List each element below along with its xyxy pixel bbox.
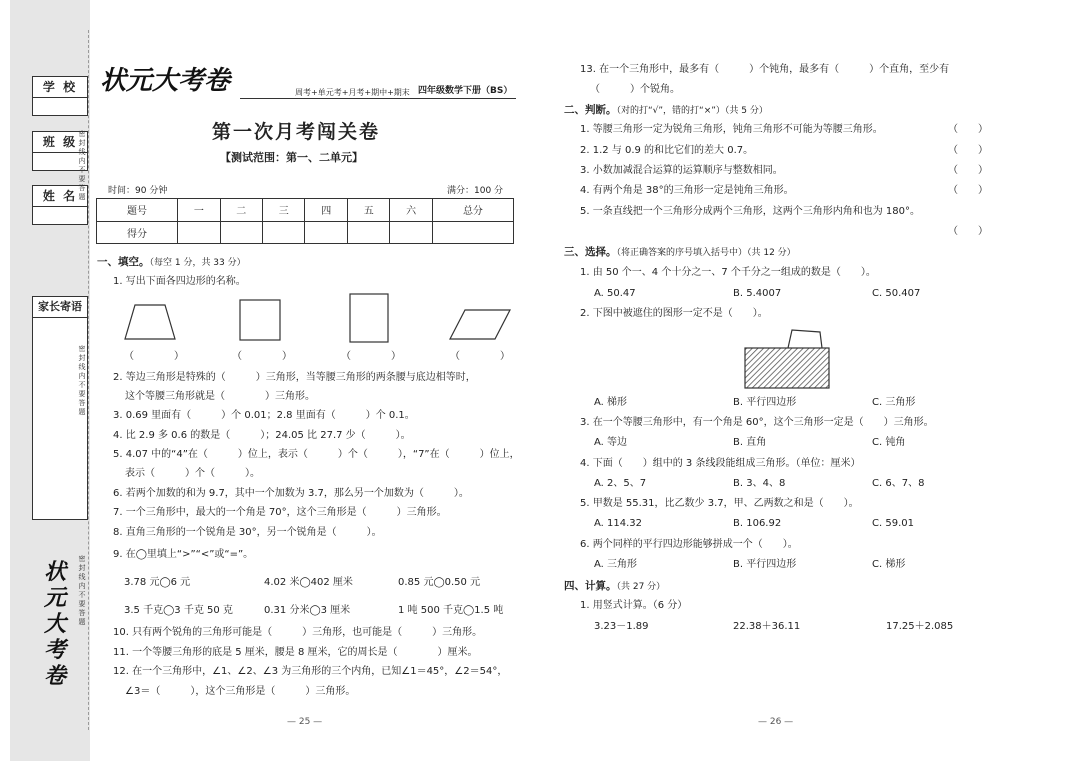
compare-item[interactable]: 0.85 元◯0.50 元 (398, 577, 481, 588)
choice-option[interactable]: B. 直角 (733, 437, 767, 448)
exam-full-score: 满分：100 分 (447, 186, 504, 196)
choice-option[interactable]: B. 平行四边形 (733, 397, 797, 408)
peeking-shape (788, 330, 822, 348)
question-5-cont: 表示（ ）个（ ）。 (125, 468, 260, 479)
judge-paren[interactable]: （ ） (948, 185, 988, 196)
table-header-cell: 总分 (432, 199, 513, 222)
class-label: 班 级 (33, 132, 87, 153)
table-header-cell: 题号 (97, 199, 178, 222)
judge-paren[interactable]: （ ） (948, 165, 988, 176)
seal-note-2: 密封线内不要答题 (78, 345, 86, 416)
score-cell[interactable] (263, 221, 305, 244)
choice-option[interactable]: B. 106.92 (733, 518, 782, 529)
section-1-note: （每空 1 分，共 33 分） (149, 258, 246, 268)
choice-option[interactable]: B. 平行四边形 (733, 559, 797, 570)
question-1: 1. 写出下面各四边形的名称。 (113, 276, 246, 287)
score-cell[interactable] (390, 221, 432, 244)
exam-scope: 【测试范围：第一、二单元】 (220, 151, 363, 164)
judge-paren[interactable]: （ ） (948, 226, 988, 237)
choice-option[interactable]: C. 钝角 (872, 437, 906, 448)
q1-blank[interactable]: （ ） (450, 351, 510, 362)
page-number-right: — 26 — (758, 717, 794, 727)
section-3-note: （将正确答案的序号填入括号中）（共 12 分） (616, 248, 796, 258)
question-13-cont: （ ）个锐角。 (590, 84, 680, 95)
header-rule (240, 98, 516, 99)
section-1-heading: 一、填空。 (97, 256, 150, 268)
question-13: 13. 在一个三角形中，最多有（ ）个钝角，最多有（ ）个直角，至少有 (580, 64, 950, 75)
compare-item[interactable]: 3.5 千克◯3 千克 50 克 (124, 605, 233, 616)
book-label: 四年级数学下册（BS） (418, 86, 513, 96)
choice-2: 2. 下图中被遮住的图形一定不是（ ）。 (580, 308, 768, 319)
question-8: 8. 直角三角形的一个锐角是 30°，另一个锐角是（ ）。 (113, 527, 382, 538)
calc-item: 3.23－1.89 (594, 621, 649, 632)
choice-option[interactable]: B. 5.4007 (733, 288, 782, 299)
choice-option[interactable]: A. 2、5、7 (594, 478, 647, 489)
compare-item[interactable]: 0.31 分米◯3 厘米 (264, 605, 351, 616)
question-10: 10. 只有两个锐角的三角形可能是（ ）三角形，也可能是（ ）三角形。 (113, 627, 483, 638)
square-shape (240, 300, 280, 340)
choice-option[interactable]: C. 三角形 (872, 397, 916, 408)
choice-3: 3. 在一个等腰三角形中，有一个角是 60°，这个三角形一定是（ ）三角形。 (580, 417, 934, 428)
question-2-cont: 这个等腰三角形就是（ ）三角形。 (125, 391, 315, 402)
table-header-cell: 一 (178, 199, 220, 222)
judge-item: 5. 一条直线把一个三角形分成两个三角形，这两个三角形内角和也为 180°。 (580, 206, 920, 217)
choice-option[interactable]: A. 50.47 (594, 288, 636, 299)
compare-item[interactable]: 3.78 元◯6 元 (124, 577, 191, 588)
question-7: 7. 一个三角形中，最大的一个角是 70°，这个三角形是（ ）三角形。 (113, 507, 447, 518)
score-row (97, 221, 514, 244)
judge-item: 2. 1.2 与 0.9 的和比它们的差大 0.7。 (580, 145, 754, 156)
seal-note-3: 密封线内不要答题 (78, 555, 86, 626)
name-label: 姓 名 (33, 186, 87, 207)
choice-4: 4. 下面（ ）组中的 3 条线段能组成三角形。（单位：厘米） (580, 458, 861, 469)
section-1 (97, 256, 246, 269)
compare-item[interactable]: 1 吨 500 千克◯1.5 吨 (398, 605, 504, 616)
exam-time: 时间：90 分钟 (108, 186, 168, 196)
section-4-heading: 四、计算。 (564, 580, 617, 592)
choice-5: 5. 甲数是 55.31，比乙数少 3.7，甲、乙两数之和是（ ）。 (580, 498, 859, 509)
score-cell[interactable] (305, 221, 347, 244)
calc-item: 17.25＋2.085 (886, 621, 954, 632)
section-4-note: （共 27 分） (616, 582, 666, 592)
judge-paren[interactable]: （ ） (948, 145, 988, 156)
calc-item: 22.38＋36.11 (733, 621, 801, 632)
question-12: 12. 在一个三角形中，∠1、∠2、∠3 为三角形的三个内角，已知∠1＝45°，∠2＝54°， (113, 666, 508, 677)
school-label: 学 校 (33, 77, 87, 98)
q1-blank[interactable]: （ ） (124, 351, 184, 362)
question-3: 3. 0.69 里面有（ ）个 0.01；2.8 里面有（ ）个 0.1。 (113, 410, 415, 421)
judge-paren[interactable]: （ ） (948, 124, 988, 135)
question-11: 11. 一个等腰三角形的底是 5 厘米，腰是 8 厘米，它的周长是（ ）厘米。 (113, 647, 478, 658)
score-cell[interactable] (347, 221, 389, 244)
choice-option[interactable]: C. 6、7、8 (872, 478, 925, 489)
choice-option[interactable]: C. 59.01 (872, 518, 914, 529)
q1-blank[interactable]: （ ） (232, 351, 292, 362)
question-6: 6. 若两个加数的和为 9.7，其中一个加数为 3.7，那么另一个加数为（ ）。 (113, 488, 469, 499)
q1-blank[interactable]: （ ） (341, 351, 401, 362)
cover-rect (745, 348, 829, 388)
page-number-left: — 25 — (287, 717, 323, 727)
tagline: 周考+单元考+月考+期中+期末 (295, 88, 410, 97)
choice-option[interactable]: A. 114.32 (594, 518, 643, 529)
question-2: 2. 等边三角形是特殊的（ ）三角形，当等腰三角形的两条腰与底边相等时， (113, 372, 476, 383)
hidden-shape-figure (740, 326, 835, 390)
table-header-cell: 四 (305, 199, 347, 222)
question-4: 4. 比 2.9 多 0.6 的数是（ ）；24.05 比 27.7 少（ ）。 (113, 430, 411, 441)
score-label: 得分 (97, 221, 178, 244)
section-3 (564, 246, 796, 259)
choice-option[interactable]: C. 50.407 (872, 288, 921, 299)
seal-note-1: 密封线内不要答题 (78, 130, 86, 201)
binding-strip (10, 0, 90, 761)
score-cell[interactable] (220, 221, 262, 244)
question-5: 5. 4.07 中的“4”在（ ）位上，表示（ ）个（ ），“7”在（ ）位上， (113, 449, 520, 460)
parallelogram-shape (450, 310, 510, 339)
choice-option[interactable]: A. 等边 (594, 437, 628, 448)
table-header-cell: 三 (263, 199, 305, 222)
section-2 (564, 104, 768, 117)
score-header-row (97, 199, 514, 222)
section-2-heading: 二、判断。 (564, 104, 617, 116)
question-9: 9. 在◯里填上“>”“<”或“=”。 (113, 549, 254, 560)
section-3-heading: 三、选择。 (564, 246, 617, 258)
rectangle-shape (350, 294, 388, 342)
question-12-cont: ∠3＝（ ），这个三角形是（ ）三角形。 (125, 686, 356, 697)
judge-item: 4. 有两个角是 38°的三角形一定是钝角三角形。 (580, 185, 794, 196)
compare-item[interactable]: 4.02 米◯402 厘米 (264, 577, 353, 588)
school-box[interactable] (32, 76, 88, 116)
calc-title: 1. 用竖式计算。（6 分） (580, 600, 688, 611)
choice-option[interactable]: A. 梯形 (594, 397, 628, 408)
seal-line (88, 30, 89, 730)
section-2-note: （对的打“√”，错的打“×”）（共 5 分） (616, 106, 768, 116)
vertical-logo: 状元大考卷 (44, 560, 67, 689)
score-cell[interactable] (432, 221, 513, 244)
score-cell[interactable] (178, 221, 220, 244)
choice-option[interactable]: B. 3、4、8 (733, 478, 786, 489)
choice-option[interactable]: A. 三角形 (594, 559, 638, 570)
table-header-cell: 六 (390, 199, 432, 222)
parent-label: 家长寄语 (33, 297, 87, 318)
choice-option[interactable]: C. 梯形 (872, 559, 906, 570)
exam-title: 第一次月考闯关卷 (212, 121, 381, 143)
judge-item: 3. 小数加减混合运算的运算顺序与整数相同。 (580, 165, 783, 176)
quadrilateral-figures (110, 292, 520, 346)
table-header-cell: 二 (220, 199, 262, 222)
trapezoid-shape (125, 305, 175, 339)
choice-1: 1. 由 50 个一、4 个十分之一、7 个千分之一组成的数是（ ）。 (580, 267, 876, 278)
choice-6: 6. 两个同样的平行四边形能够拼成一个（ ）。 (580, 539, 798, 550)
logo: 状元大考卷 (100, 66, 231, 96)
section-4 (564, 580, 665, 593)
score-table (96, 198, 514, 244)
table-header-cell: 五 (347, 199, 389, 222)
judge-item: 1. 等腰三角形一定为锐角三角形，钝角三角形不可能为等腰三角形。 (580, 124, 883, 135)
